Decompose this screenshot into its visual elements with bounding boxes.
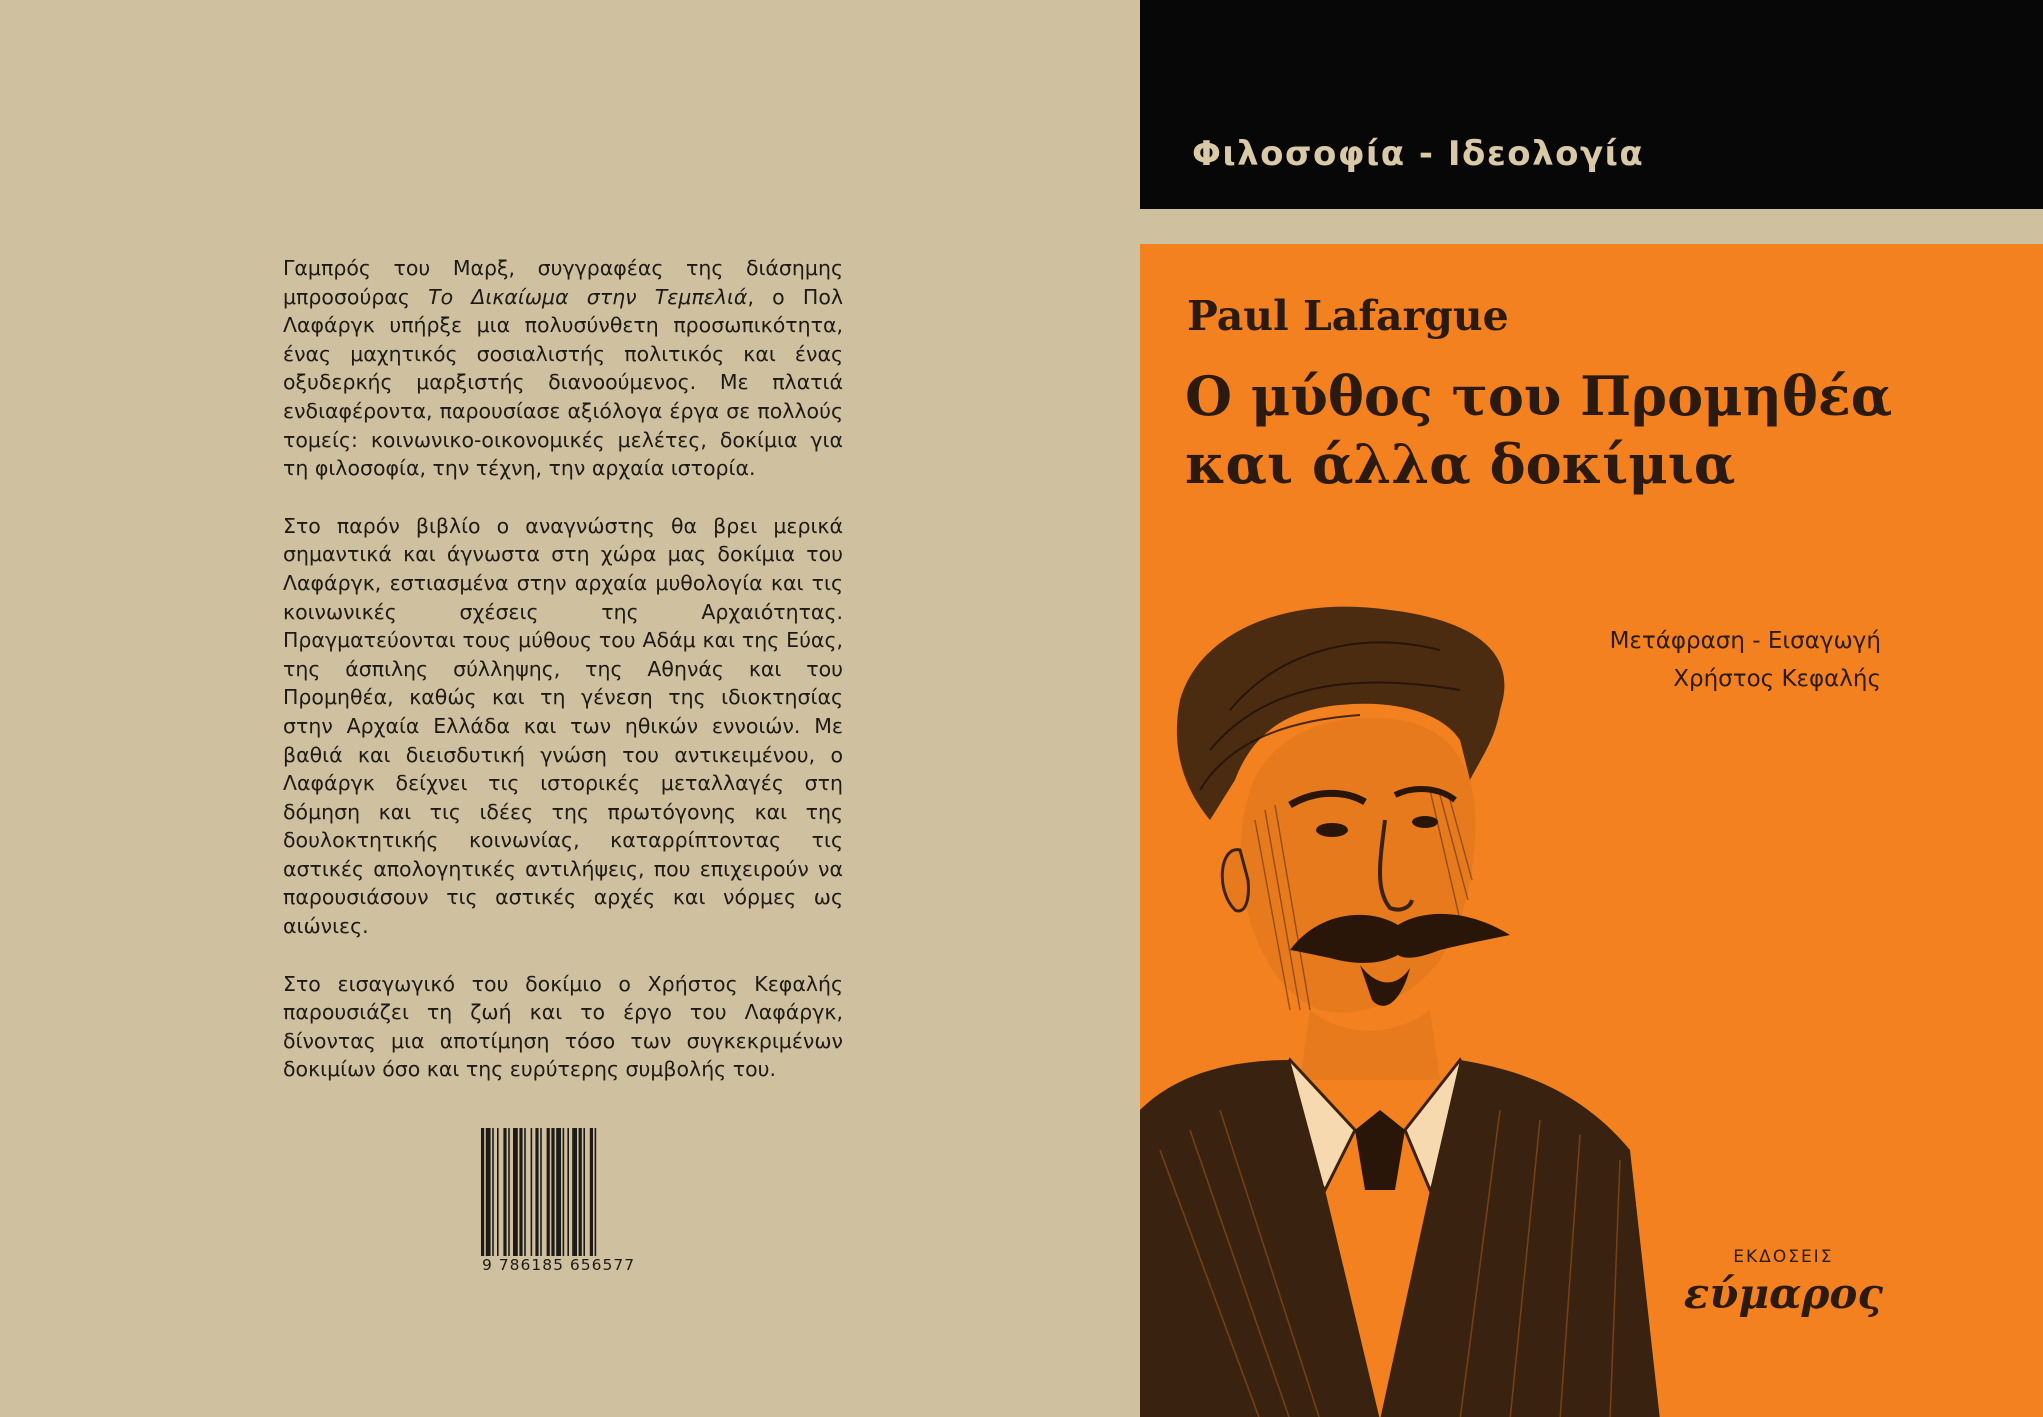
translator-name: Χρήστος Κεφαλής: [1673, 666, 1881, 692]
barcode: [478, 1128, 644, 1274]
blurb-paragraph-2: Στο παρόν βιβλίο ο αναγνώστης θα βρει μερικά σημαντικά και άγνωστα στη χώρα μας δοκίμια του Λαφάργκ, εστιασμένα στην αρχαία μυθολογία και τις κοινωνικές σχέσεις της Αρχαιότητας. Πραγματεύονται τους μύθους του Αδάμ και της Εύας, της άσπιλης σύλληψης, της Αθηνάς και του Προμηθέα, καθώς και τη γένεση της ιδιοκτησίας στην Αρχαία Ελλάδα και των ηθικών εννοιών. Με βαθιά και διεισδυτική γνώση του αντικειμένου, ο Λαφάργκ δείχνει τις ιστορικές μεταλλαγές στη δόμηση και τις ιδέες της πρωτόγονης και της δουλοκτητικής κοινωνίας, καταρρίπτοντας τις αστικές απολογητικές αντιλήψεις, που επιχειρούν να παρουσιάσουν τις αστικές αρχές και νόρμες ως αιώνιες.: [283, 513, 843, 939]
barcode-bar: [556, 1128, 561, 1256]
barcode-bar: [567, 1128, 569, 1256]
barcode-bar: [540, 1128, 542, 1256]
barcode-bar: [572, 1128, 577, 1256]
barcode-bar: [481, 1128, 484, 1256]
publisher-label: ΕΚΔΟΣΕΙΣ: [1733, 1247, 1834, 1267]
barcode-bar: [579, 1128, 582, 1256]
isbn-number: 9 786185 656577: [482, 1256, 636, 1274]
book-title: [1185, 362, 1892, 498]
translation-role: Μετάφραση - Εισαγωγή: [1609, 628, 1881, 654]
series-label: Φιλοσοφία - Ιδεολογία: [1192, 134, 1645, 174]
blurb-p1-book-title: Το Δικαίωμα στην Τεμπελιά: [428, 284, 748, 309]
barcode-bar: [547, 1128, 550, 1256]
barcode-bar: [486, 1128, 491, 1256]
author-portrait-engraving: [1140, 590, 1660, 1417]
barcode-bar: [508, 1128, 510, 1256]
barcode-bar: [524, 1128, 526, 1256]
barcode-bar: [535, 1128, 538, 1256]
book-title-line-2: και άλλα δοκίμια: [1185, 432, 1736, 496]
front-cover: [1140, 0, 2043, 1417]
barcode-bar: [563, 1128, 565, 1256]
barcode-bar: [590, 1128, 593, 1256]
back-cover-blurb: [283, 254, 843, 1113]
barcode-bar: [583, 1128, 585, 1256]
barcode-bars: [478, 1128, 644, 1256]
blurb-p1-text-b: , ο Πολ Λαφάργκ υπήρξε μια πολυσύνθετη προσωπικότητα, ένας μαχητικός σοσιαλιστής πολιτικός και ένας οξυδερκής μαρξιστής διανοούμενος. Με πλατιά ενδιαφέροντα, παρουσίασε αξιόλογα έργα σε πολλούς τομείς: κοινωνικο-οικονομικές μελέτες, δοκίμια για τη φιλοσοφία, την τέχνη, την αρχαία ιστορία.: [283, 284, 843, 481]
author-name: Paul Lafargue: [1187, 292, 1509, 340]
publisher-logo: εύμαρος: [1683, 1269, 1883, 1318]
blurb-p1-text-a: Γαμπρός του Μαρξ, συγγραφέας της διάσημης μπροσούρας: [283, 256, 843, 309]
publisher-imprint: [1684, 1247, 1883, 1318]
barcode-bar: [551, 1128, 554, 1256]
barcode-bar: [595, 1128, 597, 1256]
barcode-bar: [497, 1128, 499, 1256]
front-cover-panel: [1140, 244, 2043, 1417]
barcode-bar: [492, 1128, 494, 1256]
blurb-paragraph-3: Στο εισαγωγικό του δοκίμιο ο Χρήστος Κεφαλής παρουσιάζει τη ζωή και το έργο του Λαφάργκ, δίνοντας μια αποτίμηση τόσο των συγκεκριμένων δοκιμίων όσο και της ευρύτερης συμβολής του.: [283, 971, 843, 1082]
book-title-line-1: Ο μύθος του Προμηθέα: [1185, 364, 1893, 428]
barcode-bar: [519, 1128, 522, 1256]
blurb-paragraph-1: [283, 254, 843, 483]
barcode-bar: [513, 1128, 518, 1256]
barcode-bar: [531, 1128, 533, 1256]
barcode-bar: [503, 1128, 506, 1256]
series-band: [1140, 0, 2043, 209]
